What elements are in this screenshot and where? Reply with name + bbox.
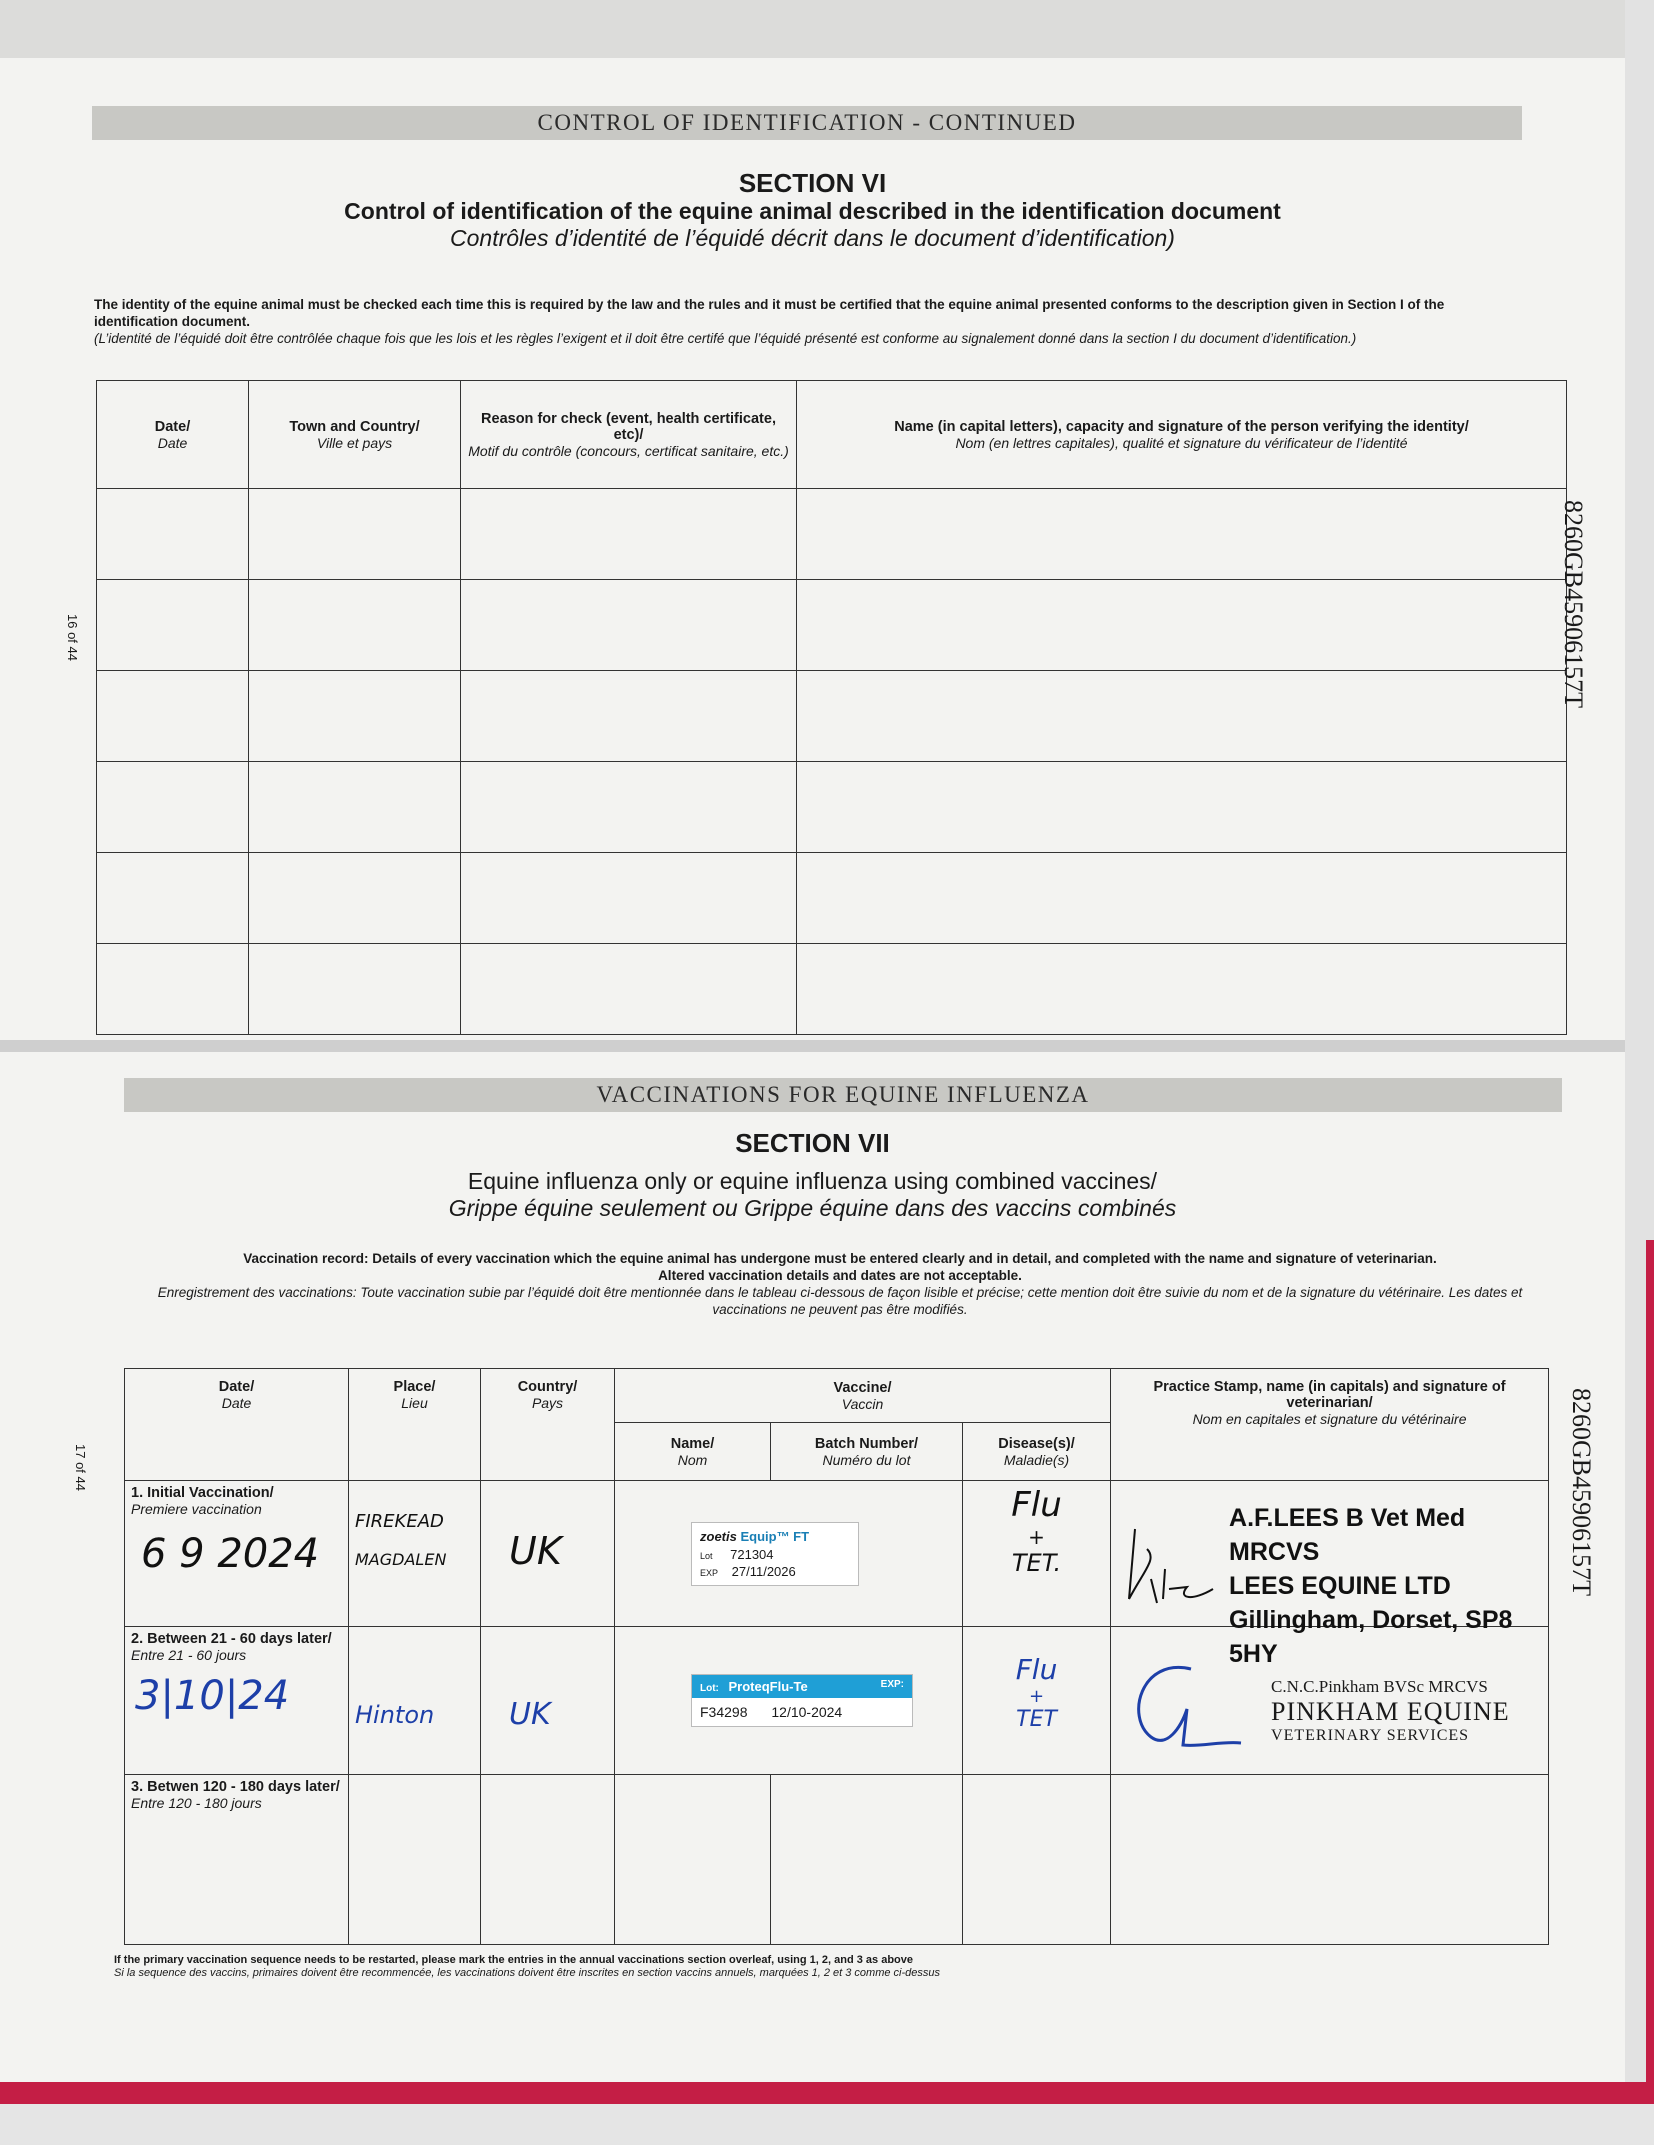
header-diseases: Disease(s)/ Maladie(s): [963, 1423, 1111, 1481]
date-cell[interactable]: [125, 1481, 349, 1627]
disease-cell[interactable]: [963, 1627, 1111, 1775]
vet-signature: [1117, 1509, 1217, 1609]
banner-vaccinations: [124, 1078, 1562, 1112]
table-cell[interactable]: [97, 853, 249, 944]
header-verifier-name: Name (in capital letters), capacity and signature of the person verifying the identity/ Nom (en lettres capitales), qualité et signature du vérificateur de l’identité: [797, 381, 1567, 489]
banner-control-identification: [92, 106, 1522, 140]
practice-stamp-cell[interactable]: [1111, 1775, 1549, 1945]
place-cell[interactable]: [349, 1627, 481, 1775]
header-place: Place/ Lieu: [349, 1369, 481, 1481]
handwritten-place: FIREKEAD: [355, 1511, 444, 1532]
vaccine-brand: zoetis: [700, 1528, 737, 1544]
table-row: [125, 1627, 1549, 1775]
table-cell[interactable]: [97, 671, 249, 762]
header-date: Date/ Date: [97, 381, 249, 489]
date-cell[interactable]: [125, 1775, 349, 1945]
section-vii-heading: [0, 1168, 1625, 1222]
passport-id-side: 8260GB45906157T: [1567, 1388, 1596, 1596]
header-vaccine-name: Name/ Nom: [615, 1423, 771, 1481]
passport-cover: [0, 2082, 1654, 2145]
vaccine-name: ProteqFlu-Te: [728, 1679, 808, 1694]
vaccination-note-fr: Enregistrement des vaccinations: Toute vaccination subie par l’équidé doit être mentionnée dans le tableau ci-dessous de façon lisible et précise; cette mention doit être suivie du nom et de la signature du vétérinaire. Les dates et vaccinations ne peuvent pas être modifiés.: [157, 1285, 1523, 1317]
batch-number: F34298: [700, 1704, 748, 1720]
lot-label: Lot: [700, 1550, 713, 1561]
table-cell[interactable]: [249, 853, 461, 944]
table-row: [97, 762, 1567, 853]
table-cell[interactable]: [461, 580, 797, 671]
vaccination-table: [124, 1368, 1549, 1945]
header-batch-number: Batch Number/ Numéro du lot: [771, 1423, 963, 1481]
row-label: 3. Betwen 120 - 180 days later/ Entre 120 - 180 jours: [131, 1779, 340, 1811]
identity-note-fr: (L’identité de l’équidé doit être contrôlée chaque fois que les lois et les règles l’exigent et il doit être certifé que l’équidé présenté est conforme au signalement donné dans la section I du document d’identification.): [94, 331, 1357, 346]
table-cell[interactable]: [97, 762, 249, 853]
restart-note: [114, 1954, 1214, 1980]
table-cell[interactable]: [797, 762, 1567, 853]
table-cell[interactable]: [97, 489, 249, 580]
section-vi-heading: [0, 198, 1625, 252]
section-vii-title: SECTION VII: [735, 1128, 890, 1158]
table-cell[interactable]: [797, 580, 1567, 671]
handwritten-place-2: MAGDALEN: [355, 1550, 447, 1569]
stamp-line-2: LEES EQUINE LTD: [1229, 1572, 1451, 1600]
vaccination-note-en: Vaccination record: Details of every vaccination which the equine animal has undergone must be entered clearly and in detail, and completed with the name and signature of veterinarian.: [243, 1251, 1437, 1266]
batch-number-cell[interactable]: [771, 1775, 963, 1945]
restart-note-fr: Si la sequence des vaccins, primaires doivent être recommencée, les vaccinations doivent être inscrites en section vaccins annuels, marquées 1, 2 et 3 comme ci-dessus: [114, 1967, 941, 1979]
identity-note-en: The identity of the equine animal must be checked each time this is required by the law and the rules and it must be certified that the equine animal presented conforms to the description given in Section I of the identification document.: [94, 297, 1445, 329]
page-top-strip: [0, 0, 1625, 58]
table-cell[interactable]: [249, 944, 461, 1035]
restart-note-en: If the primary vaccination sequence needs to be restarted, please mark the entries in the annual vaccinations section overleaf, using 1, 2, and 3 as above: [114, 1954, 914, 1966]
stamp-line-3: Gillingham, Dorset, SP8 5HY: [1229, 1606, 1513, 1668]
vaccination-note: [120, 1250, 1560, 1318]
disease-tet: TET.: [1011, 1549, 1062, 1577]
disease-plus: +: [1028, 1686, 1045, 1707]
table-cell[interactable]: [97, 944, 249, 1035]
expiry-date: 27/11/2026: [731, 1563, 796, 1579]
vaccine-label-cell[interactable]: [615, 1627, 963, 1775]
table-row: [97, 671, 1567, 762]
vaccine-label-cell[interactable]: [615, 1481, 963, 1627]
section-vi-title: SECTION VI: [738, 168, 887, 198]
table-cell[interactable]: [461, 671, 797, 762]
handwritten-place: Hinton: [355, 1701, 435, 1729]
page-number: 17 of 44: [73, 1444, 88, 1491]
header-country: Country/ Pays: [481, 1369, 615, 1481]
identity-note: [94, 296, 1504, 347]
table-cell[interactable]: [461, 944, 797, 1035]
country-cell[interactable]: [481, 1627, 615, 1775]
header-reason: Reason for check (event, health certificate, etc)/ Motif du contrôle (concours, certificat sanitaire, etc.): [461, 381, 797, 489]
banner-text: VACCINATIONS FOR EQUINE INFLUENZA: [596, 1082, 1090, 1107]
passport-id-side: 8260GB45906157T: [1559, 500, 1588, 708]
country-cell[interactable]: [481, 1775, 615, 1945]
header-date: Date/ Date: [125, 1369, 349, 1481]
expiry-label: EXP:: [880, 1679, 904, 1690]
table-cell[interactable]: [97, 580, 249, 671]
table-row: [97, 944, 1567, 1035]
vet-signature: [1121, 1657, 1251, 1757]
table-cell[interactable]: [249, 580, 461, 671]
table-row: [97, 853, 1567, 944]
country-cell[interactable]: [481, 1481, 615, 1627]
expiry-label: EXP: [700, 1567, 719, 1578]
vaccine-sticker-equip: [691, 1522, 859, 1586]
place-cell[interactable]: [349, 1775, 481, 1945]
heading-en: Equine influenza only or equine influenza using combined vaccines/: [467, 1168, 1158, 1194]
disease-cell[interactable]: [963, 1775, 1111, 1945]
disease-tet: TET: [1016, 1707, 1057, 1732]
vaccine-name: Equip™ FT: [740, 1528, 810, 1544]
heading-en: Control of identification of the equine animal described in the identification document: [344, 198, 1281, 224]
table-header-row: [125, 1369, 1549, 1423]
page-section-vii: [0, 1052, 1625, 2082]
stamp-line-1: C.N.C.Pinkham BVSc MRCVS: [1271, 1677, 1488, 1696]
practice-stamp-cell[interactable]: [1111, 1481, 1549, 1668]
header-town-country: Town and Country/ Ville et pays: [249, 381, 461, 489]
stamp-line-1: A.F.LEES B Vet Med MRCVS: [1229, 1504, 1466, 1566]
table-cell[interactable]: [249, 671, 461, 762]
table-cell[interactable]: [249, 489, 461, 580]
handwritten-date: 3|10|24: [135, 1673, 290, 1719]
vaccine-sticker-proteq: [691, 1674, 913, 1727]
disease-cell[interactable]: [963, 1481, 1111, 1627]
page-number: 16 of 44: [65, 614, 80, 661]
place-cell[interactable]: [349, 1481, 481, 1627]
stamp-line-3: VETERINARY SERVICES: [1271, 1727, 1470, 1744]
row-label: 2. Between 21 - 60 days later/ Entre 21 - 60 jours: [131, 1631, 332, 1663]
table-cell[interactable]: [249, 762, 461, 853]
practice-stamp-cell[interactable]: [1111, 1627, 1549, 1775]
table-row: [97, 489, 1567, 580]
expiry-date: 12/10-2024: [771, 1704, 843, 1720]
heading-fr: Contrôles d’identité de l’équidé décrit dans le document d’identification): [450, 225, 1175, 251]
table-row: [125, 1481, 1549, 1627]
disease-flu: Flu: [1015, 1653, 1058, 1686]
handwritten-country: UK: [509, 1697, 551, 1732]
book-gutter: [0, 1040, 1625, 1052]
table-cell[interactable]: [797, 853, 1567, 944]
vaccination-note-en-2: Altered vaccination details and dates are not acceptable.: [658, 1268, 1022, 1283]
heading-fr: Grippe équine seulement ou Grippe équine dans des vaccins combinés: [448, 1195, 1177, 1221]
table-row: [97, 580, 1567, 671]
header-practice-stamp: Practice Stamp, name (in capitals) and signature of veterinarian/ Nom en capitales et signature du vétérinaire: [1111, 1369, 1549, 1481]
handwritten-date: 6 9 2024: [141, 1531, 320, 1577]
stamp-pinkham-equine: [1271, 1677, 1510, 1745]
handwritten-country: UK: [509, 1529, 562, 1573]
table-row: [125, 1775, 1549, 1945]
cover-edge-right: [1646, 1240, 1654, 2082]
page-section-vi: [0, 0, 1625, 1040]
lot-label: Lot:: [700, 1683, 719, 1694]
table-cell[interactable]: [461, 853, 797, 944]
table-cell[interactable]: [461, 762, 797, 853]
table-header-row: [97, 381, 1567, 489]
table-cell[interactable]: [797, 489, 1567, 580]
disease-plus: +: [1028, 1525, 1045, 1549]
batch-number: 721304: [730, 1546, 774, 1562]
row-label: 1. Initial Vaccination/ Premiere vaccination: [131, 1485, 274, 1517]
banner-text: CONTROL OF IDENTIFICATION - CONTINUED: [537, 110, 1077, 135]
table-cell[interactable]: [797, 944, 1567, 1035]
stamp-line-2: PINKHAM EQUINE: [1271, 1697, 1510, 1726]
date-cell[interactable]: [125, 1627, 349, 1775]
table-cell[interactable]: [797, 671, 1567, 762]
vaccine-name-cell[interactable]: [615, 1775, 771, 1945]
identification-check-table: [96, 380, 1567, 1035]
table-cell[interactable]: [461, 489, 797, 580]
disease-flu: Flu: [1011, 1485, 1062, 1525]
header-vaccine: Vaccine/ Vaccin: [615, 1369, 1111, 1423]
